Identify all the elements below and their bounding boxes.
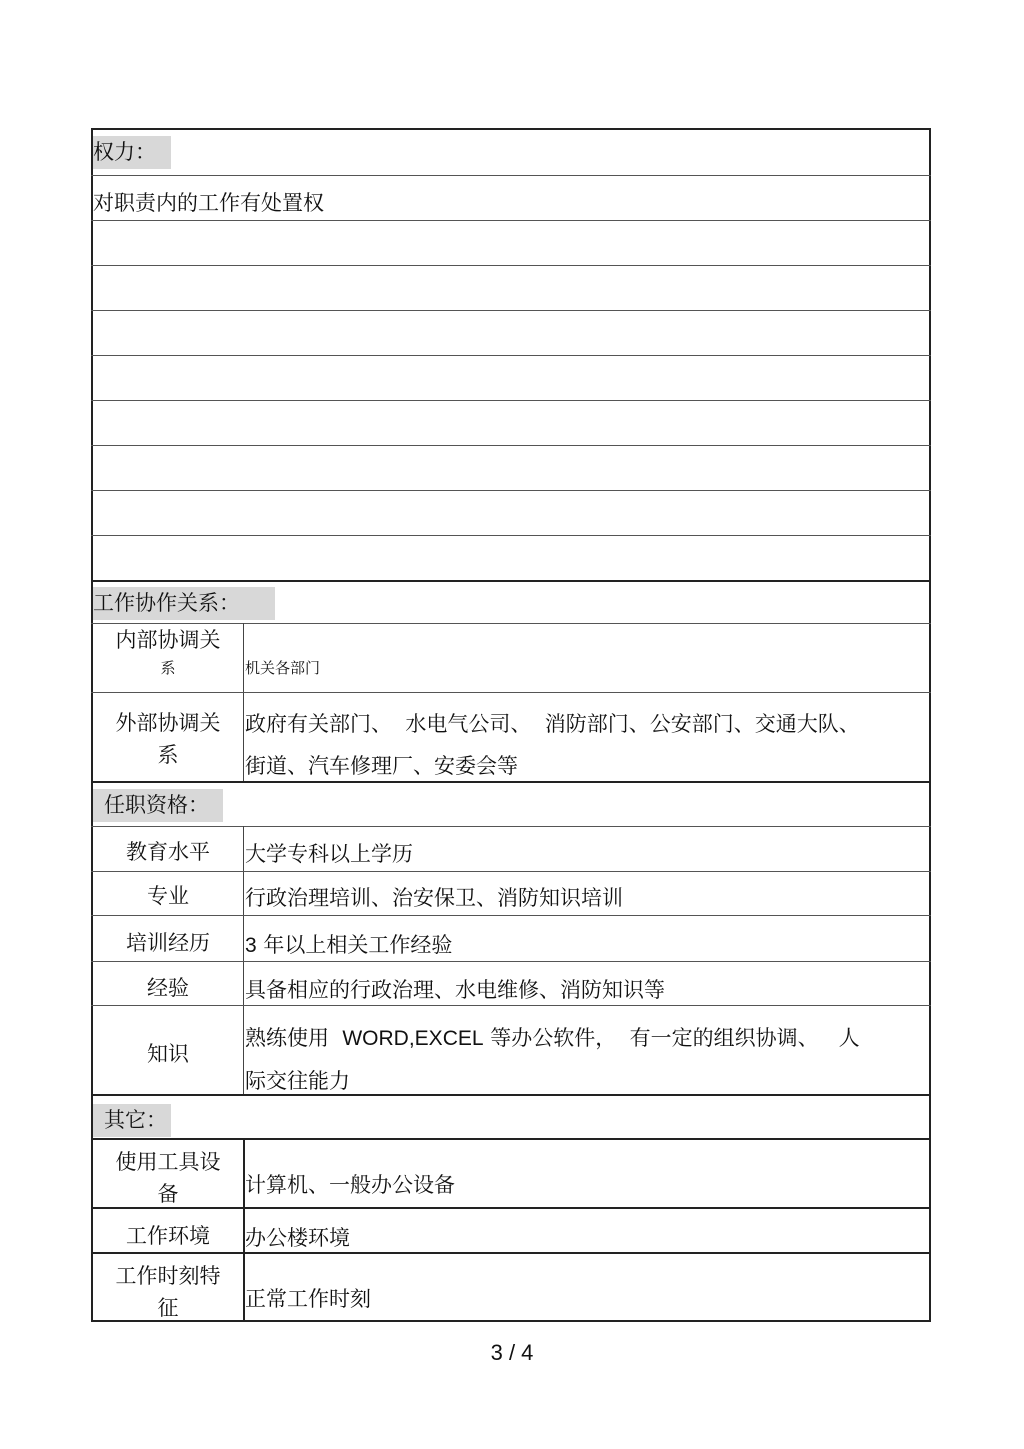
divider bbox=[91, 692, 931, 693]
education-label: 教育水平 bbox=[126, 840, 210, 864]
divider bbox=[91, 220, 931, 221]
divider bbox=[91, 265, 931, 266]
section-divider bbox=[91, 1138, 931, 1140]
knowledge-value-prefix: 熟练使用 bbox=[245, 1026, 343, 1050]
external-label-line2: 系 bbox=[157, 743, 179, 767]
external-value-line2: 街道、汽车修理厂、安委会等 bbox=[245, 754, 518, 778]
tools-label bbox=[93, 1146, 243, 1210]
knowledge-label: 知识 bbox=[147, 1042, 189, 1066]
work-time-label bbox=[93, 1260, 243, 1324]
work-time-label-line1: 工作时刻特 bbox=[115, 1264, 221, 1288]
internal-label-line2: 系 bbox=[160, 659, 176, 677]
internal-label bbox=[93, 624, 243, 680]
qualifications-title: 任职资格： bbox=[104, 793, 209, 817]
external-label bbox=[93, 707, 243, 771]
experience-value: 具备相应的行政治理、水电维修、消防知识等 bbox=[245, 978, 665, 1002]
divider bbox=[91, 871, 931, 872]
external-label-line1: 外部协调关 bbox=[115, 711, 221, 735]
environment-label: 工作环境 bbox=[126, 1224, 210, 1248]
tools-label-line1: 使用工具设 bbox=[115, 1150, 221, 1174]
column-divider bbox=[243, 826, 244, 1094]
tools-label-line2: 备 bbox=[157, 1182, 179, 1206]
divider bbox=[91, 826, 931, 827]
work-time-label-line2: 征 bbox=[157, 1296, 179, 1320]
work-time-value: 正常工作时刻 bbox=[245, 1287, 371, 1311]
other-title: 其它： bbox=[104, 1108, 167, 1132]
divider bbox=[91, 535, 931, 536]
knowledge-value-suffix: 等办公软件， 有一定的组织协调、 人 bbox=[483, 1026, 860, 1050]
training-label: 培训经历 bbox=[126, 931, 210, 955]
section-divider bbox=[91, 580, 931, 582]
divider bbox=[91, 1207, 931, 1209]
divider bbox=[91, 915, 931, 916]
divider bbox=[91, 1005, 931, 1006]
knowledge-value-line2: 际交往能力 bbox=[245, 1069, 350, 1093]
divider bbox=[91, 961, 931, 962]
divider bbox=[91, 445, 931, 446]
section-divider bbox=[91, 1094, 931, 1096]
training-value-text: 年以上相关工作经验 bbox=[256, 933, 453, 957]
knowledge-value-software: WORD,EXCEL bbox=[342, 1027, 484, 1050]
education-value: 大学专科以上学历 bbox=[245, 842, 413, 866]
knowledge-value bbox=[245, 1017, 929, 1102]
divider bbox=[91, 310, 931, 311]
external-value bbox=[245, 703, 929, 787]
knowledge-value-line1 bbox=[245, 1017, 929, 1060]
training-value-number: 3 bbox=[245, 934, 257, 957]
training-value bbox=[245, 929, 452, 959]
divider bbox=[91, 1252, 931, 1254]
authority-title: 权力： bbox=[93, 140, 156, 164]
environment-value: 办公楼环境 bbox=[245, 1226, 350, 1250]
cooperation-title: 工作协作关系： bbox=[93, 591, 240, 615]
major-value: 行政治理培训、治安保卫、消防知识培训 bbox=[245, 886, 623, 910]
internal-label-line1: 内部协调关 bbox=[115, 628, 221, 652]
major-label: 专业 bbox=[147, 884, 189, 908]
divider bbox=[91, 175, 931, 176]
divider bbox=[91, 400, 931, 401]
section-divider bbox=[91, 781, 931, 783]
divider bbox=[91, 355, 931, 356]
divider bbox=[91, 490, 931, 491]
internal-value: 机关各部门 bbox=[245, 659, 321, 677]
external-value-line1: 政府有关部门、 水电气公司、 消防部门、公安部门、交通大队、 bbox=[245, 712, 860, 736]
column-divider bbox=[243, 623, 244, 781]
tools-value: 计算机、一般办公设备 bbox=[245, 1173, 455, 1197]
page-number: 3 / 4 bbox=[490, 1340, 534, 1365]
authority-content: 对职责内的工作有处置权 bbox=[93, 191, 324, 215]
experience-label: 经验 bbox=[147, 976, 189, 1000]
